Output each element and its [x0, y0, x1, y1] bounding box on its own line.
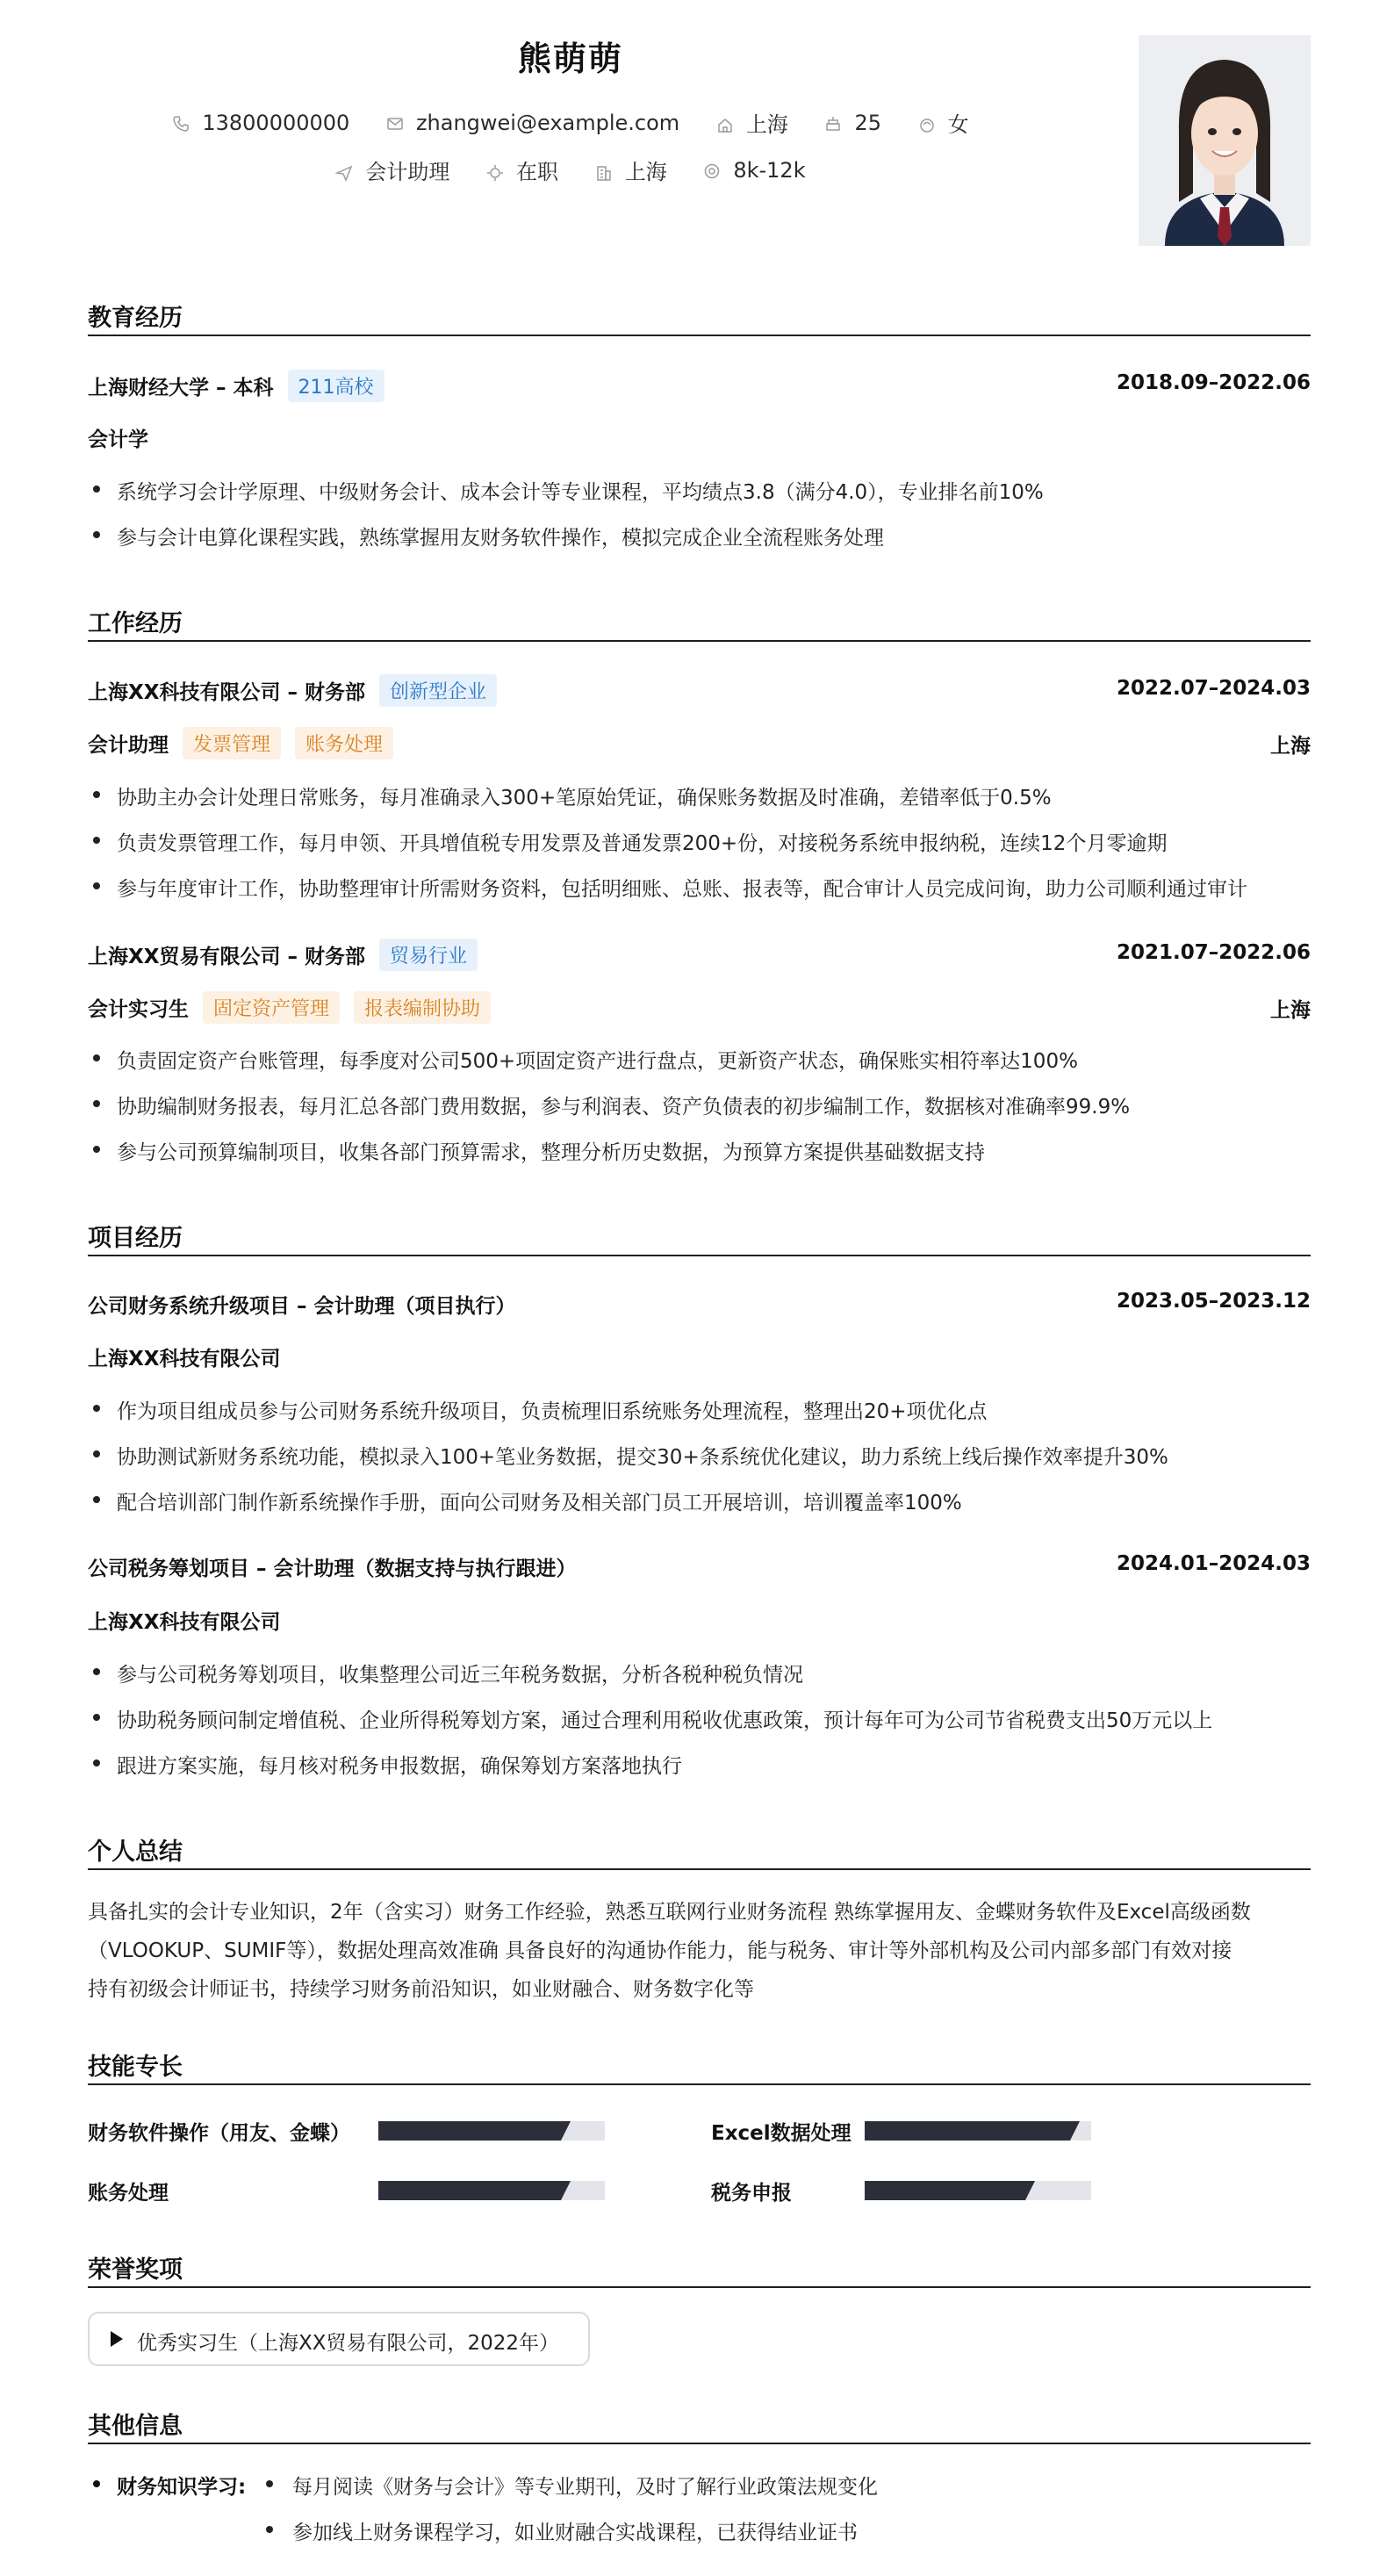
skill-bar	[865, 2181, 1091, 2200]
status-icon	[486, 164, 504, 182]
age-item	[824, 111, 881, 135]
skill-bar	[378, 2121, 605, 2141]
gender-text: 女	[947, 112, 969, 137]
project-date: 2024.01–2024.03	[1116, 1552, 1311, 1575]
education-date: 2018.09–2022.06	[1116, 371, 1311, 394]
phone-item	[172, 111, 349, 135]
skill-fill	[865, 2181, 1025, 2200]
role-tag: 账务处理	[295, 727, 393, 759]
role-tag: 发票管理	[183, 727, 281, 759]
education-major: 会计学	[88, 428, 148, 451]
position-item	[335, 155, 449, 185]
project-name: 公司税务筹划项目 – 会计助理（数据支持与执行跟进）	[88, 1558, 577, 1580]
email-item	[386, 111, 679, 135]
city-item	[716, 107, 788, 138]
status-text: 在职	[516, 160, 559, 184]
list-item: 作为项目组成员参与公司财务系统升级项目，负责梳理旧系统账务处理流程，整理出20+项优化点	[93, 1395, 988, 1424]
education-school	[88, 370, 384, 402]
job-date: 2022.07–2024.03	[1116, 677, 1311, 700]
skill-name: 财务软件操作（用友、金蝶）	[88, 2122, 350, 2145]
job-company: 上海XX科技有限公司 – 财务部 创新型企业	[88, 674, 497, 707]
projects-title: 项目经历	[88, 1225, 183, 1252]
gender-icon	[918, 117, 936, 134]
school-name: 上海财经大学 – 本科	[88, 377, 274, 399]
cake-icon	[824, 115, 842, 133]
salary-item	[703, 158, 805, 183]
list-item: 跟进方案实施，每月核对税务申报数据，确保筹划方案落地执行	[93, 1750, 682, 1779]
summary-line: （VLOOKUP、SUMIF等），数据处理高效准确 具备良好的沟通协作能力，能与税务、审计等外部机构及公司内部多部门有效对接	[88, 1939, 1232, 1962]
summary-line: 持有初级会计师证书，持续学习财务前沿知识，如业财融合、财务数字化等	[88, 1978, 754, 2001]
role-tag: 固定资产管理	[203, 991, 340, 1024]
education-divider	[88, 335, 1311, 336]
list-item: 每月阅读《财务与会计》等专业期刊，及时了解行业政策法规变化	[266, 2471, 878, 2500]
list-item: 协助主办会计处理日常账务，每月准确录入300+笔原始凭证，确保账务数据及时准确，差错率低于0.5%	[93, 781, 1052, 810]
skill-fill	[378, 2121, 561, 2141]
project-name: 公司财务系统升级项目 – 会计助理（项目执行）	[88, 1295, 516, 1318]
contact-row	[0, 107, 1141, 138]
other-divider	[88, 2443, 1311, 2444]
portrait-image	[1139, 35, 1311, 246]
role-tag: 报表编制协助	[354, 991, 491, 1024]
status-item	[486, 155, 558, 185]
city-text: 上海	[745, 112, 788, 137]
phone-text: 13800000000	[202, 110, 350, 135]
award-text: 优秀实习生（上海XX贸易有限公司，2022年）	[137, 2332, 560, 2355]
skill-fill	[378, 2181, 561, 2200]
building-icon	[595, 164, 613, 182]
summary-title: 个人总结	[88, 1838, 183, 1866]
job-location: 上海	[1270, 999, 1311, 1022]
list-item: 参与公司预算编制项目，收集各部门预算需求，整理分析历史数据，为预算方案提供基础数据支持	[93, 1136, 985, 1165]
summary-line: 具备扎实的会计专业知识，2年（含实习）财务工作经验，熟悉互联网行业财务流程 熟练掌握用友、金蝶财务软件及Excel高级函数	[88, 1901, 1251, 1924]
position-text: 会计助理	[365, 160, 450, 184]
work-title: 工作经历	[88, 610, 183, 637]
school-tag: 211高校	[288, 370, 384, 402]
project-date: 2023.05–2023.12	[1116, 1290, 1311, 1313]
list-item: 协助编制财务报表，每月汇总各部门费用数据，参与利润表、资产负债表的初步编制工作，数据核对准确率99.9%	[93, 1090, 1130, 1119]
job-intent-row	[0, 155, 1141, 185]
company-tag: 创新型企业	[379, 674, 497, 707]
gender-item	[918, 107, 969, 138]
summary-text	[88, 1893, 1317, 2009]
project-org: 上海XX科技有限公司	[88, 1611, 281, 1634]
project-org: 上海XX科技有限公司	[88, 1348, 281, 1371]
send-icon	[335, 164, 353, 182]
summary-divider	[88, 1868, 1311, 1870]
work-city-text: 上海	[624, 160, 667, 184]
skill-name: Excel数据处理	[711, 2122, 851, 2145]
job-role: 会计助理 发票管理 账务处理	[88, 727, 393, 759]
skills-title: 技能专长	[88, 2054, 183, 2081]
list-item: 参与年度审计工作，协助整理审计所需财务资料，包括明细账、总账、报表等，配合审计人员完成问询，助力公司顺利通过审计	[93, 873, 1247, 902]
work-city-item	[595, 155, 667, 185]
awards-divider	[88, 2286, 1311, 2288]
award-item[interactable]	[88, 2312, 590, 2366]
list-item: 协助税务顾问制定增值税、企业所得税筹划方案，通过合理利用税收优惠政策，预计每年可为公司节省税费支出50万元以上	[93, 1704, 1212, 1733]
profile-photo	[1139, 35, 1311, 246]
skill-bar	[865, 2121, 1091, 2141]
company-tag: 贸易行业	[379, 939, 478, 971]
email-text: zhangwei@example.com	[415, 110, 680, 135]
skill-name: 税务申报	[711, 2182, 792, 2205]
job-date: 2021.07–2022.06	[1116, 941, 1311, 964]
list-item: 协助测试新财务系统功能，模拟录入100+笔业务数据，提交30+条系统优化建议，助力系统上线后操作效率提升30%	[93, 1441, 1168, 1470]
list-item: 参与会计电算化课程实践，熟练掌握用友财务软件操作，模拟完成企业全流程账务处理	[93, 522, 884, 550]
list-item: 参与公司税务筹划项目，收集整理公司近三年税务数据，分析各税种税负情况	[93, 1659, 803, 1687]
education-title: 教育经历	[88, 305, 183, 332]
job-role: 会计实习生 固定资产管理 报表编制协助	[88, 991, 491, 1024]
awards-title: 荣誉奖项	[88, 2256, 183, 2284]
skill-name: 账务处理	[88, 2182, 169, 2205]
job-company: 上海XX贸易有限公司 – 财务部 贸易行业	[88, 939, 478, 971]
age-text: 25	[854, 110, 881, 135]
skills-divider	[88, 2083, 1311, 2085]
candidate-name: 熊萌萌	[517, 40, 623, 78]
job-location: 上海	[1270, 735, 1311, 758]
list-item: 配合培训部门制作新系统操作手册，面向公司财务及相关部门员工开展培训，培训覆盖率100%	[93, 1486, 962, 1515]
list-item: 负责固定资产台账管理，每季度对公司500+项固定资产进行盘点，更新资产状态，确保账实相符率达100%	[93, 1045, 1078, 1074]
expand-triangle-icon[interactable]	[111, 2331, 123, 2347]
other-label: 财务知识学习:	[93, 2471, 246, 2500]
list-item: 参加线上财务课程学习，如业财融合实战课程，已获得结业证书	[266, 2516, 858, 2545]
salary-text: 8k-12k	[733, 157, 806, 183]
phone-icon	[172, 115, 190, 133]
projects-divider	[88, 1255, 1311, 1256]
list-item: 系统学习会计学原理、中级财务会计、成本会计等专业课程，平均绩点3.8（满分4.0），专业排名前10%	[93, 476, 1044, 505]
list-item: 负责发票管理工作，每月申领、开具增值税专用发票及普通发票200+份，对接税务系统申报纳税，连续12个月零逾期	[93, 827, 1167, 856]
skill-fill	[865, 2121, 1070, 2141]
skill-bar	[378, 2181, 605, 2200]
work-divider	[88, 640, 1311, 642]
home-icon	[716, 117, 734, 134]
mail-icon	[386, 115, 404, 133]
other-title: 其他信息	[88, 2413, 183, 2440]
money-icon	[703, 162, 721, 180]
